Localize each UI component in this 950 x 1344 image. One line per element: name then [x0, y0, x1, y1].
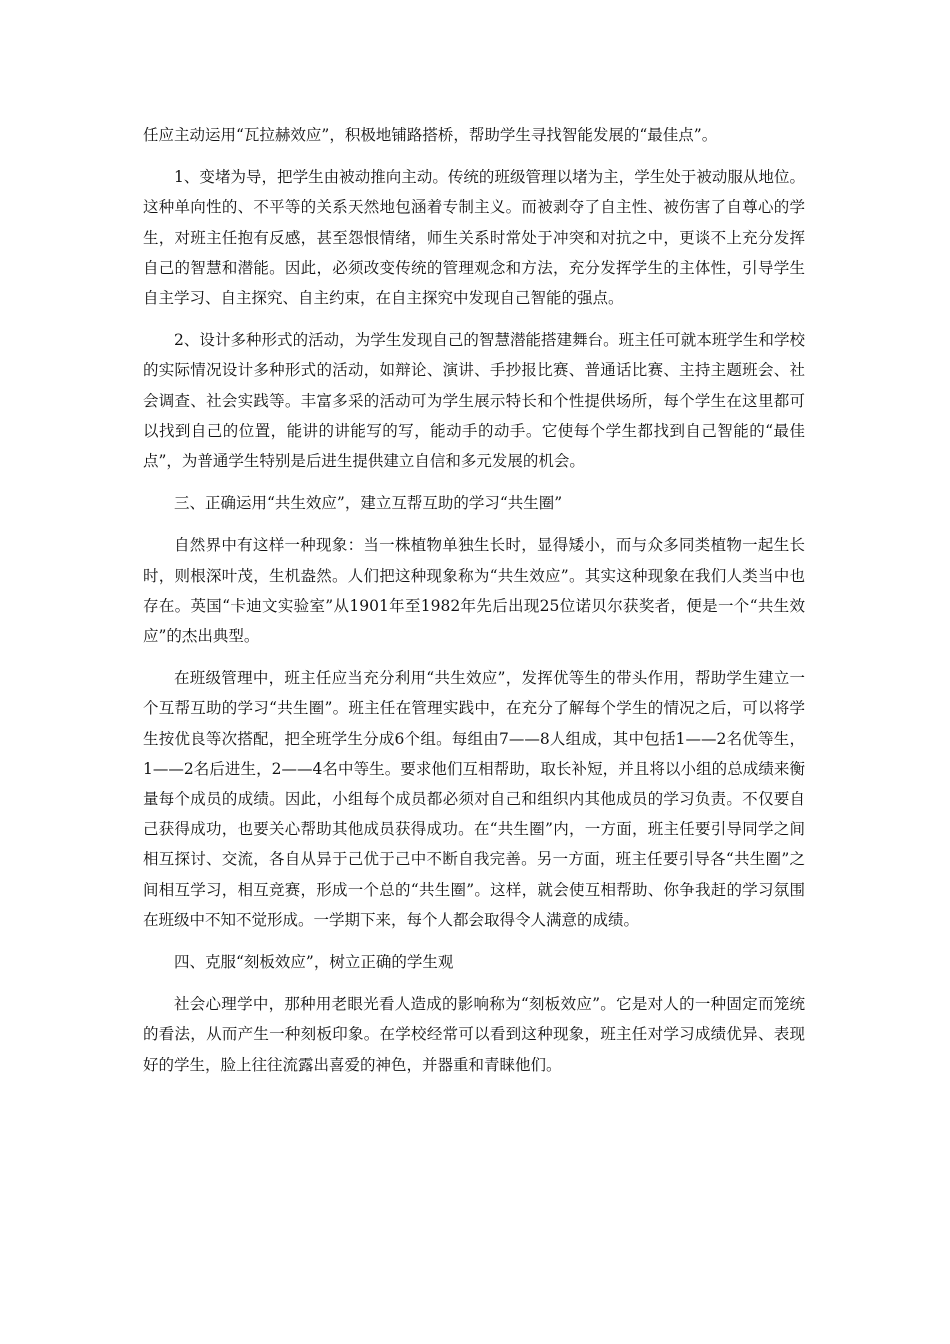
section-heading-4: 四、克服“刻板效应”，树立正确的学生观: [174, 953, 454, 972]
paragraph-item-2: 2、设计多种形式的活动，为学生发现自己的智慧潜能搭建舞台。班主任可就本班学生和学校的实际情况设计多种形式的活动，如辩论、演讲、手抄报比赛、普通话比赛、主持主题班会、社会调查、社会实践等。丰富多采的活动可为学生展示特长和个性提供场所，每个学生在这里都可以找到自己的位置，能讲的讲能写的写，能动手的动手。它使每个学生都找到自己智能的“最佳点”，为普通学生特别是后进生提供建立自信和多元发展的机会。: [143, 331, 805, 471]
paragraph-symbiosis-intro: 自然界中有这样一种现象：当一株植物单独生长时，显得矮小，而与众多同类植物一起生长时，则根深叶茂，生机盎然。人们把这种现象称为“共生效应”。其实这种现象在我们人类当中也存在。英国“卡迪文实验室”从1901年至1982年先后出现25位诺贝尔获奖者，便是一个“共生效应”的杰出典型。: [143, 536, 805, 646]
document-page: [143, 120, 805, 1092]
section-heading-3: 三、正确运用“共生效应”，建立互帮互助的学习“共生圈”: [174, 494, 563, 513]
paragraph-continuation: 任应主动运用“瓦拉赫效应”，积极地铺路搭桥，帮助学生寻找智能发展的“最佳点”。: [143, 126, 718, 144]
paragraph-symbiosis-practice: 在班级管理中，班主任应当充分利用“共生效应”，发挥优等生的带头作用，帮助学生建立一个互帮互助的学习“共生圈”。班主任在管理实践中，在充分了解每个学生的情况之后，可以将学生按优良等次搭配，把全班学生分成6个组。每组由7——8人组成，其中包括1——2名优等生，1——2名后进生，2——4名中等生。要求他们互相帮助，取长补短，并且将以小组的总成绩来衡量每个成员的成绩。因此，小组每个成员都必须对自己和组织内其他成员的学习负责。不仅要自己获得成功，也要关心帮助其他成员获得成功。在“共生圈”内，一方面，班主任要引导同学之间相互探讨、交流，各自从异于己优于己中不断自我完善。另一方面，班主任要引导各“共生圈”之间相互学习，相互竞赛，形成一个总的“共生圈”。这样，就会使互相帮助、你争我赶的学习氛围在班级中不知不觉形成。一学期下来，每个人都会取得令人满意的成绩。: [143, 669, 805, 929]
paragraph-item-1: 1、变堵为导，把学生由被动推向主动。传统的班级管理以堵为主，学生处于被动服从地位。这种单向性的、不平等的关系天然地包涵着专制主义。而被剥夺了自主性、被伤害了自尊心的学生，对班主任抱有反感，甚至怨恨情绪，师生关系时常处于冲突和对抗之中，更谈不上充分发挥自己的智慧和潜能。因此，必须改变传统的管理观念和方法，充分发挥学生的主体性，引导学生自主学习、自主探究、自主约束，在自主探究中发现自己智能的强点。: [143, 168, 805, 308]
paragraph-stereotype: 社会心理学中，那种用老眼光看人造成的影响称为“刻板效应”。它是对人的一种固定而笼统的看法，从而产生一种刻板印象。在学校经常可以看到这种现象，班主任对学习成绩优异、表现好的学生，脸上往往流露出喜爱的神色，并器重和青睐他们。: [143, 995, 805, 1074]
